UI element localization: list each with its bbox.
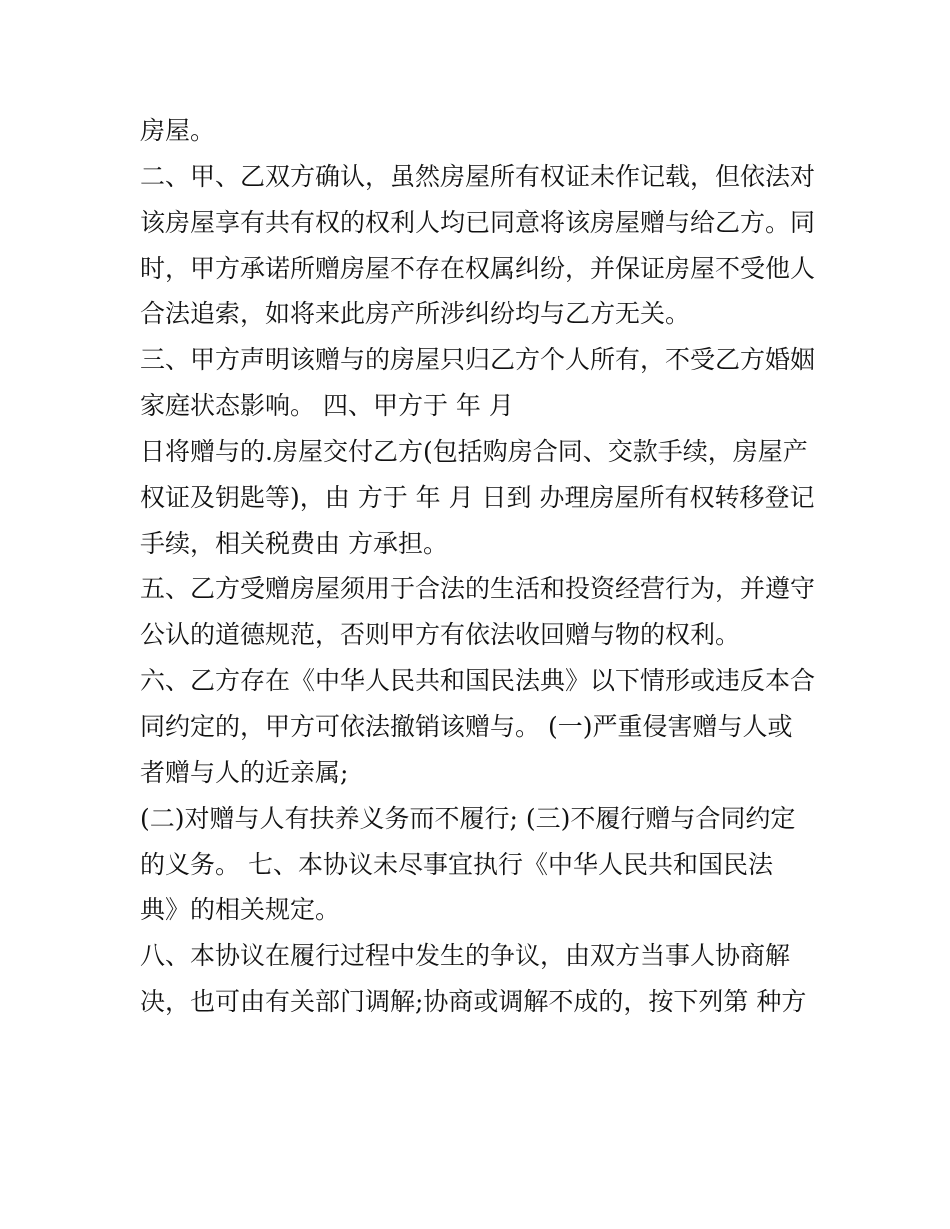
text-line: 八、本协议在履行过程中发生的争议，由双方当事人协商解 [140,941,791,971]
text-line: 日将赠与的.房屋交付乙方(包括购房合同、交款手续，房屋产 [140,436,808,466]
text-line: 六、乙方存在《中华人民共和国民法典》以下情形或违反本合 [140,666,816,696]
text-line: 公认的道德规范，否则甲方有依法收回赠与物的权利。 [140,620,741,650]
contract-text [140,108,830,1025]
text-line: 时，甲方承诺所赠房屋不存在权属纠纷，并保证房屋不受他人 [140,253,816,283]
text-line: 同约定的，甲方可依法撤销该赠与。 (一)严重侵害赠与人或 [140,711,793,741]
text-line: 该房屋享有共有权的权利人均已同意将该房屋赠与给乙方。同 [140,207,816,237]
text-line: 者赠与人的近亲属; [140,757,349,787]
text-line: 决，也可由有关部门调解;协商或调解不成的，按下列第 种方 [140,987,807,1017]
text-line: 合法追索，如将来此房产所涉纠纷均与乙方无关。 [140,299,691,329]
text-line: 手续，相关税费由 方承担。 [140,528,448,558]
text-line: (二)对赠与人有扶养义务而不履行; (三)不履行赠与合同约定 [140,803,796,833]
text-line: 二、甲、乙双方确认，虽然房屋所有权证未作记载，但依法对 [140,161,816,191]
text-line: 典》的相关规定。 [140,895,341,925]
text-line: 权证及钥匙等)，由 方于 年 月 日到 办理房屋所有权转移登记 [140,482,815,512]
text-line: 家庭状态影响。 四、甲方于 年 月 [140,391,514,421]
text-line: 的义务。 七、本协议未尽事宜执行《中华人民共和国民法 [140,849,773,879]
text-line: 三、甲方声明该赠与的房屋只归乙方个人所有，不受乙方婚姻 [140,345,816,375]
text-line: 五、乙方受赠房屋须用于合法的生活和投资经营行为，并遵守 [140,574,816,604]
text-line: 房屋。 [140,116,216,145]
